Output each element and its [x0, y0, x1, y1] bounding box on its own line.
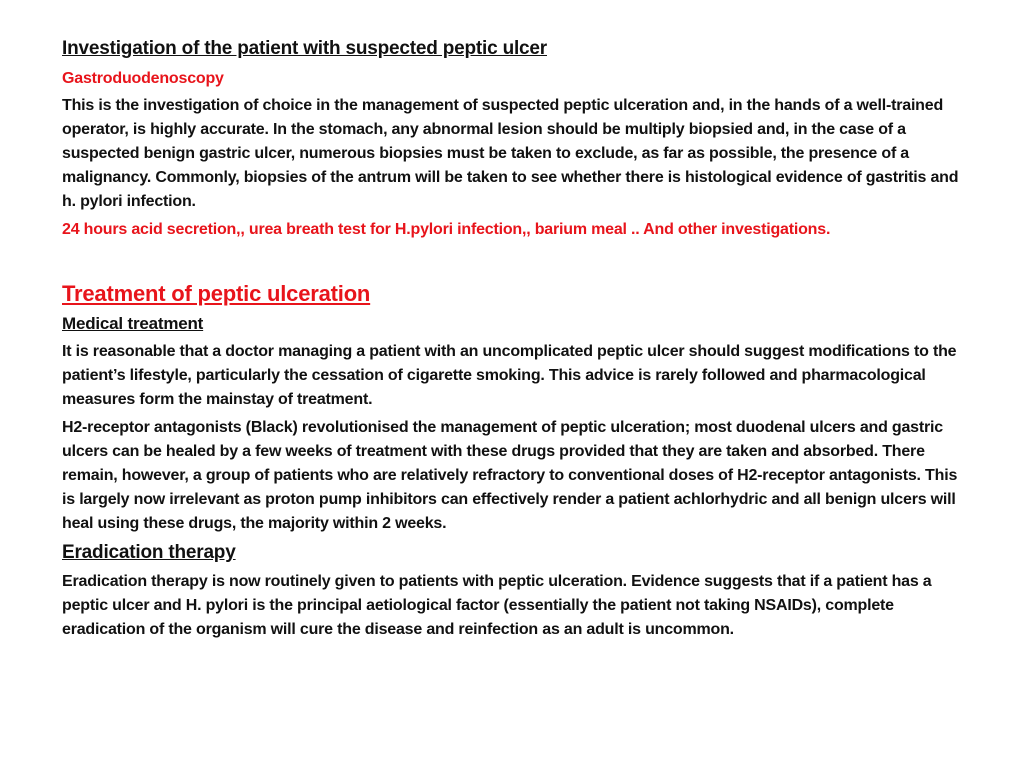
gastroduodenoscopy-paragraph: This is the investigation of choice in the management of suspected peptic ulceration and, in the hands of a well-trained operator, is highly accurate. In the stomach, any abnormal lesion should be multiply biopsied and, in the case of a suspected benign gastric ulcer, numerous biopsies must be taken to exclude, as far as possible, the presence of a malignancy. Commonly, biopsies of the antrum will be taken to see whether there is histological evidence of gastritis and h. pylori infection. [62, 97, 959, 210]
other-investigations-text: 24 hours acid secretion,, urea breath test for H.pylori infection,, barium meal .. And other investigations. [62, 221, 831, 238]
eradication-therapy-paragraph: Eradication therapy is now routinely given to patients with peptic ulceration. Evidence suggests that if a patient has a peptic ulcer and H. pylori is the principal aetiological factor (essentially the patient not taking NSAIDs), complete eradication of the organism will cure the disease and reinfection as an adult is uncommon. [62, 573, 932, 638]
page-title: Investigation of the patient with suspected peptic ulcer [62, 38, 547, 59]
gastroduodenoscopy-heading: Gastroduodenoscopy [62, 70, 224, 87]
slide-content [62, 36, 962, 646]
lifestyle-paragraph: It is reasonable that a doctor managing a patient with an uncomplicated peptic ulcer should suggest modifications to the patient’s lifestyle, particularly the cessation of cigarette smoking. This advice is rarely followed and pharmacological measures form the mainstay of treatment. [62, 343, 957, 408]
medical-treatment-heading: Medical treatment [62, 314, 204, 333]
eradication-therapy-heading: Eradication therapy [62, 542, 236, 563]
h2-antagonists-paragraph: H2-receptor antagonists (Black) revolutionised the management of peptic ulceration; most duodenal ulcers and gastric ulcers can be healed by a few weeks of treatment with these drugs provided that they are taken and absorbed. There remain, however, a group of patients who are relatively refractory to conventional doses of H2-receptor antagonists. This is largely now irrelevant as proton pump inhibitors can effectively render a patient achlorhydric and all benign ulcers will heal using these drugs, the majority within 2 weeks. [62, 419, 958, 532]
treatment-section-title: Treatment of peptic ulceration [62, 281, 371, 306]
